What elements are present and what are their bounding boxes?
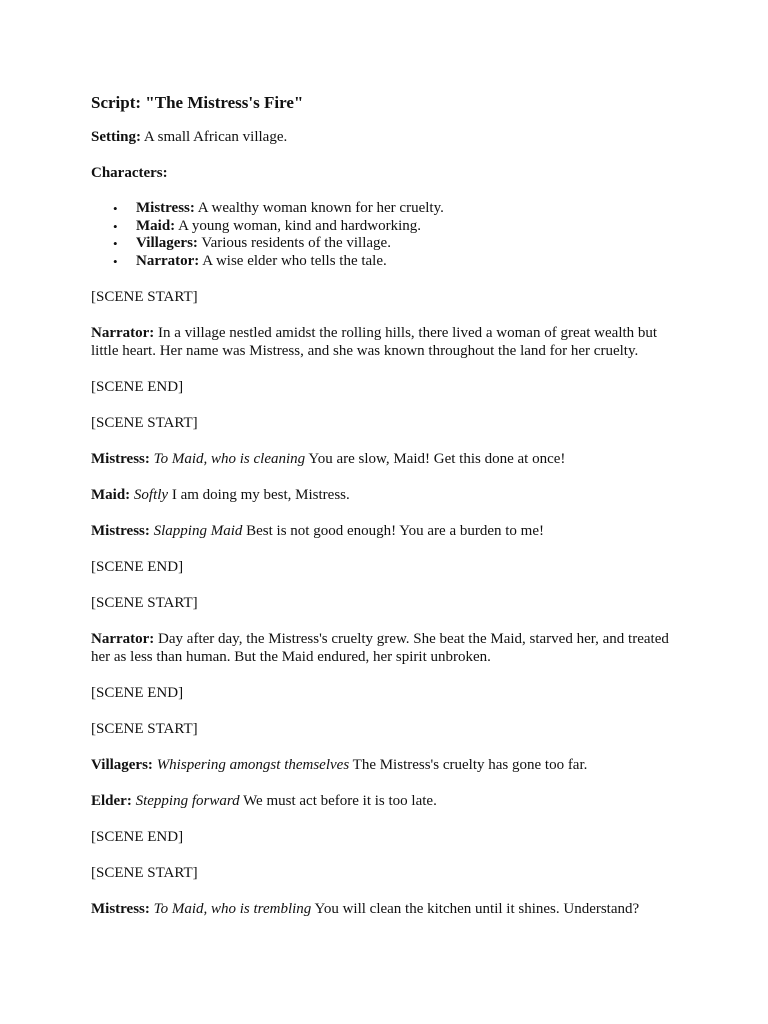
bullet-icon: • xyxy=(113,201,118,216)
script-title: Script: "The Mistress's Fire" xyxy=(91,93,304,112)
speaker-name: Mistress: xyxy=(91,901,150,918)
bullet-icon: • xyxy=(113,253,118,269)
setting-line xyxy=(91,128,678,146)
stage-direction: Whispering amongst themselves xyxy=(156,757,350,774)
stage-direction: Slapping Maid xyxy=(153,523,243,540)
stage-direction: Softly xyxy=(133,487,169,504)
scene-end-marker: [SCENE END] xyxy=(91,829,184,846)
speaker-name: Elder: xyxy=(91,793,132,810)
scene-end-marker: [SCENE END] xyxy=(91,559,184,576)
speaker-name: Narrator: xyxy=(91,631,155,648)
dialogue-elder xyxy=(91,792,678,810)
scene-end-marker: [SCENE END] xyxy=(91,379,184,396)
scene-start-marker: [SCENE START] xyxy=(91,865,198,882)
dialogue-text: You are slow, Maid! Get this done at once! xyxy=(305,451,566,468)
dialogue-villagers xyxy=(91,756,678,774)
dialogue-text: The Mistress's cruelty has gone too far. xyxy=(349,757,588,774)
dialogue-text: In a village nestled amidst the rolling hills, there lived a woman of great wealth but little heart. Her name was Mistress, and she was known throughout the land for her cruelty. xyxy=(91,325,658,360)
scene-start-marker: [SCENE START] xyxy=(91,595,198,612)
setting-text: A small African village. xyxy=(141,129,288,145)
character-name: Narrator: xyxy=(136,252,200,269)
scene-start-marker: [SCENE START] xyxy=(91,289,198,306)
character-desc: A wise elder who tells the tale. xyxy=(199,252,387,269)
dialogue-narrator xyxy=(91,324,678,360)
dialogue-mistress xyxy=(91,900,678,918)
scene-start-marker: [SCENE START] xyxy=(91,415,198,432)
character-name: Mistress: xyxy=(136,200,195,216)
character-item xyxy=(113,252,678,271)
dialogue-text: You will clean the kitchen until it shines. Understand? xyxy=(311,901,640,918)
dialogue-narrator xyxy=(91,630,678,666)
bullet-icon: • xyxy=(113,218,118,234)
dialogue-text: Best is not good enough! You are a burden to me! xyxy=(242,523,545,540)
characters-heading: Characters: xyxy=(91,165,168,181)
bullet-icon: • xyxy=(113,236,118,252)
speaker-name: Mistress: xyxy=(91,451,150,468)
speaker-name: Mistress: xyxy=(91,523,150,540)
character-desc: Various residents of the village. xyxy=(197,235,391,252)
stage-direction: To Maid, who is trembling xyxy=(153,901,312,918)
character-item xyxy=(113,200,678,218)
scene-start-marker: [SCENE START] xyxy=(91,721,198,738)
dialogue-text: We must act before it is too late. xyxy=(239,793,437,810)
dialogue-maid xyxy=(91,486,678,504)
character-name: Villagers: xyxy=(136,235,198,252)
character-desc: A wealthy woman known for her cruelty. xyxy=(194,200,444,216)
stage-direction: To Maid, who is cleaning xyxy=(153,451,306,468)
characters-list xyxy=(91,200,678,270)
speaker-name: Narrator: xyxy=(91,325,155,342)
dialogue-mistress xyxy=(91,450,678,468)
dialogue-text: Day after day, the Mistress's cruelty grew. She beat the Maid, starved her, and treated her as less than human. But the Maid endured, her spirit unbroken. xyxy=(91,631,669,666)
scene-end-marker: [SCENE END] xyxy=(91,685,184,702)
stage-direction: Stepping forward xyxy=(135,793,240,810)
character-name: Maid: xyxy=(136,217,176,234)
dialogue-text: I am doing my best, Mistress. xyxy=(168,487,350,504)
character-item xyxy=(113,235,678,253)
character-item xyxy=(113,217,678,236)
dialogue-mistress xyxy=(91,522,678,540)
speaker-name: Villagers: xyxy=(91,757,153,774)
character-desc: A young woman, kind and hardworking. xyxy=(175,217,421,234)
setting-label: Setting: xyxy=(91,129,141,145)
speaker-name: Maid: xyxy=(91,487,131,504)
